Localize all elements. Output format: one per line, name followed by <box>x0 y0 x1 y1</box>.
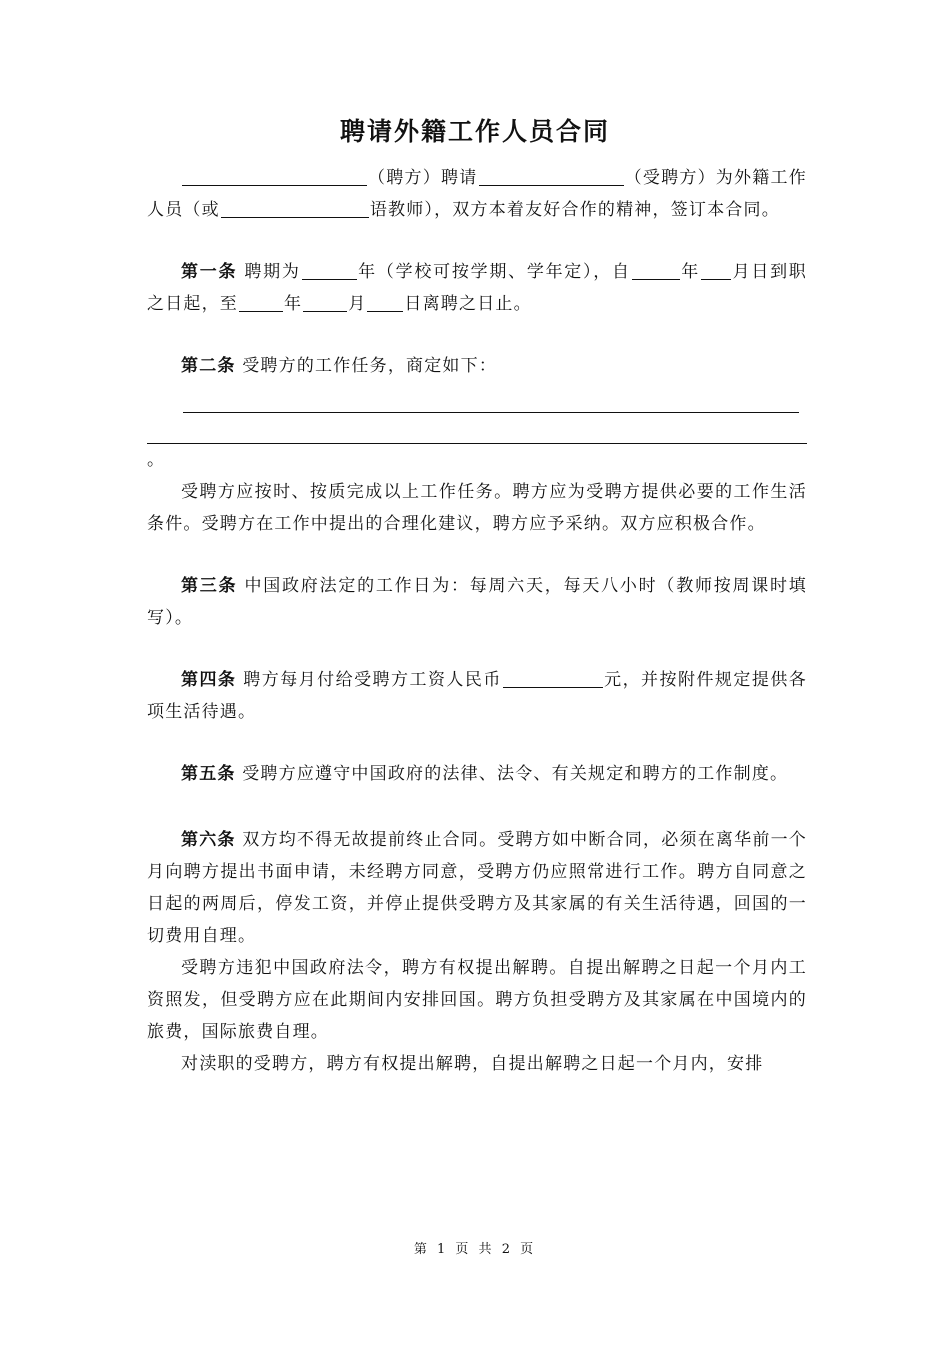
language-blank[interactable] <box>221 199 369 218</box>
article-5-label: 第五条 <box>181 764 236 784</box>
article-3: 第三条 中国政府法定的工作日为：每周六天，每天八小时（教师按周课时填写）。 <box>147 576 808 628</box>
duties-line-2[interactable] <box>147 413 807 444</box>
article-6-paragraph-2: 受聘方违犯中国政府法令，聘方有权提出解聘。自提出解聘之日起一个月内工资照发，但受聘方应在此期间内安排回国。聘方负担受聘方及其家属在中国境内的旅费，国际旅费自理。 <box>147 958 807 1042</box>
start-year-blank[interactable] <box>632 261 680 280</box>
article-2-paragraph-2: 受聘方应按时、按质完成以上工作任务。聘方应为受聘方提供必要的工作生活条件。受聘方在工作中提出的合理化建议，聘方应予采纳。双方应积极合作。 <box>147 482 807 534</box>
duties-line-1[interactable] <box>183 382 799 413</box>
duties-end: 。 <box>147 450 166 470</box>
term-years-blank[interactable] <box>302 261 357 280</box>
article-2: 第二条 受聘方的工作任务，商定如下： <box>181 356 498 376</box>
article-4-label: 第四条 <box>181 670 237 690</box>
article-1: 第一条 聘期为 年（学校可按学期、学年定），自 年 月日到职之日起，至 年 月 日离聘之日止。 <box>147 262 808 314</box>
start-month-blank[interactable] <box>701 261 731 280</box>
employee-name-blank[interactable] <box>479 167 624 186</box>
page-number: 第 1 页 共 2 页 <box>413 1242 537 1257</box>
intro-paragraph: （聘方）聘请 （受聘方）为外籍工作人员（或 语教师），双方本着友好合作的精神，签订本合同。 <box>147 168 807 220</box>
salary-blank[interactable] <box>503 669 603 688</box>
article-2-label: 第二条 <box>181 356 236 376</box>
end-day-blank[interactable] <box>367 293 403 312</box>
article-5: 第五条 受聘方应遵守中国政府的法律、法令、有关规定和聘方的工作制度。 <box>181 764 789 784</box>
article-6: 第六条 双方均不得无故提前终止合同。受聘方如中断合同，必须在离华前一个月向聘方提出书面申请，未经聘方同意，受聘方仍应照常进行工作。聘方自同意之日起的两周后，停发工资，并停止提供受聘方及其家属的有关生活待遇，回国的一切费用自理。 <box>147 830 807 946</box>
end-year-blank[interactable] <box>239 293 283 312</box>
article-6-paragraph-3: 对渎职的受聘方，聘方有权提出解聘，自提出解聘之日起一个月内，安排 <box>181 1054 764 1074</box>
employer-name-blank[interactable] <box>182 167 367 186</box>
document-title: 聘请外籍工作人员合同 <box>339 117 610 146</box>
article-1-label: 第一条 <box>181 262 238 282</box>
article-3-label: 第三条 <box>181 576 238 596</box>
contract-body <box>147 162 807 1080</box>
article-4: 第四条 聘方每月付给受聘方工资人民币 元，并按附件规定提供各项生活待遇。 <box>147 670 807 722</box>
article-6-label: 第六条 <box>181 830 236 850</box>
end-month-blank[interactable] <box>303 293 347 312</box>
